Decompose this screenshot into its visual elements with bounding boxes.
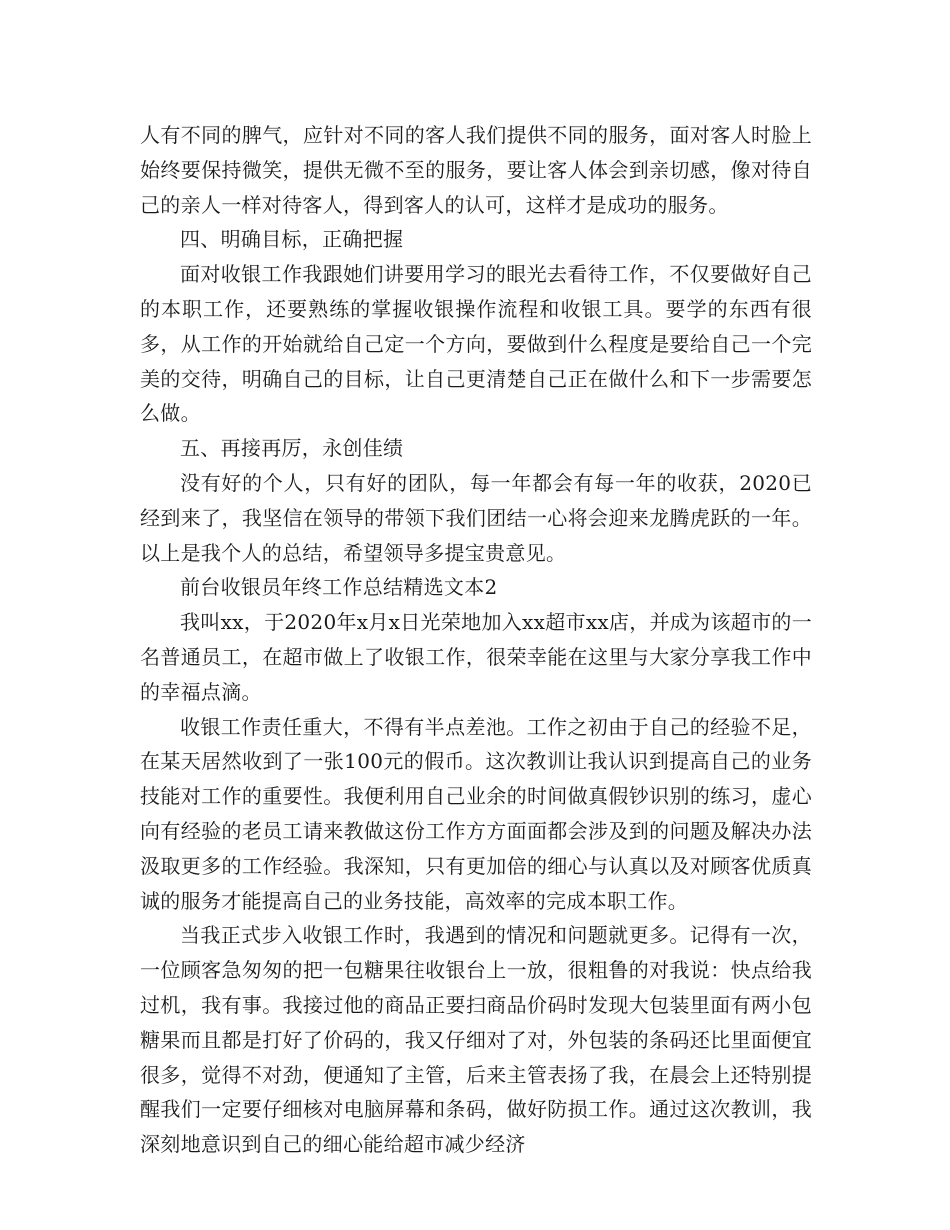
- paragraph-counterfeit-lesson: 收银工作责任重大，不得有半点差池。工作之初由于自己的经验不足，在某天居然收到了一张100元的假币。这次教训让我认识到提高自己的业务技能对工作的重要性。我便利用自己业余的时间做真假钞识别的练习，虚心向有经验的老员工请来教做这份工作方方面面都会涉及到的问题及解决办法汲取更多的工作经验。我深知，只有更加倍的细心与认真以及对顾客优质真诚的服务才能提高自己的业务技能，高效率的完成本职工作。: [140, 714, 812, 913]
- document-subtitle: 前台收银员年终工作总结精选文本2: [180, 575, 498, 600]
- section-heading-5: 五、再接再厉，永创佳绩: [180, 436, 404, 461]
- document-body: [140, 118, 812, 1162]
- section-heading-4: 四、明确目标，正确把握: [180, 227, 404, 252]
- paragraph-service-attitude: 人有不同的脾气，应针对不同的客人我们提供不同的服务，面对客人时脸上始终要保持微笑，提供无微不至的服务，要让客人体会到亲切感，像对待自己的亲人一样对待客人，得到客人的认可，这样才是成功的服务。: [140, 123, 812, 217]
- paragraph-introduction: 我叫xx，于2020年x月x日光荣地加入xx超市xx店，并成为该超市的一名普通员工，在超市做上了收银工作，很荣幸能在这里与大家分享我工作中的幸福点滴。: [140, 610, 812, 704]
- paragraph-team-summary: 没有好的个人，只有好的团队，每一年都会有每一年的收获，2020已经到来了，我坚信在领导的带领下我们团结一心将会迎来龙腾虎跃的一年。以上是我个人的总结，希望领导多提宝贵意见。: [140, 470, 812, 565]
- paragraph-goals: 面对收银工作我跟她们讲要用学习的眼光去看待工作，不仅要做好自己的本职工作，还要熟练的掌握收银操作流程和收银工具。要学的东西有很多，从工作的开始就给自己定一个方向，要做到什么程度是要给自己一个完美的交待，明确自己的目标，让自己更清楚自己正在做什么和下一步需要怎么做。: [140, 262, 812, 426]
- paragraph-candy-incident: 当我正式步入收银工作时，我遇到的情况和问题就更多。记得有一次，一位顾客急匆匆的把一包糖果往收银台上一放，很粗鲁的对我说：快点给我过机，我有事。我接过他的商品正要扫商品价码时发现大包装里面有两小包糖果而且都是打好了价码的，我又仔细对了对，外包装的条码还比里面便宜很多，觉得不对劲，便通知了主管，后来主管表扬了我，在晨会上还特别提醒我们一定要仔细核对电脑屏幕和条码，做好防损工作。通过这次教训，我深刻地意识到自己的细心能给超市减少经济: [140, 923, 812, 1157]
